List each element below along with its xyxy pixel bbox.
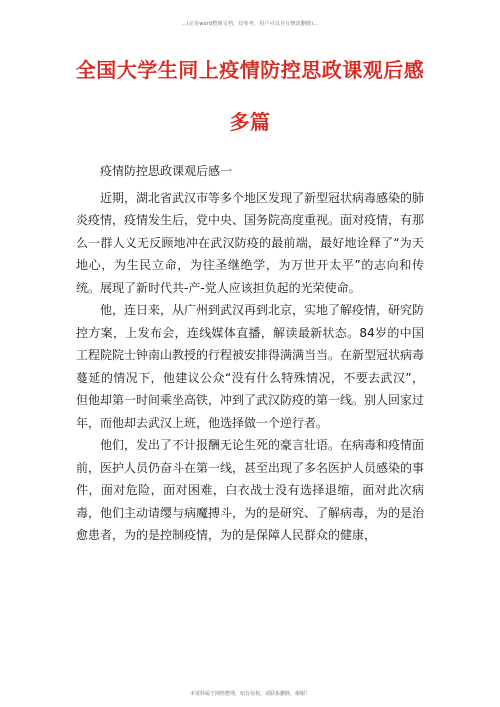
header-note: …(完美word整理文档，仅参考，用户可以自行修改删除)… — [181, 21, 319, 27]
body-paragraph: 他，连日来，从广州到武汉再到北京，实地了解疫情，研究防控方案，上发布会，连线媒体直播，解读最新状态。84岁的中国工程院院士钟南山教授的行程被安排得满满当当。在新型冠状病毒蔓延的情况下，他建议公众“没有什么特殊情况，不要去武汉”，但他却第一时间乘坐高铁，冲到了武汉防疫的第一线。别人回家过年，而他却去武汉上班，他选择做一个逆行者。 — [76, 303, 425, 430]
footer-note: 本资料属于网络整理，如有侵权，请联系删除，谢谢！ — [189, 691, 310, 697]
body-paragraph: 近期，湖北省武汉市等多个地区发现了新型冠状病毒感染的肺炎疫情，疫情发生后，党中央、国务院高度重视。面对疫情，有那么一群人义无反顾地冲在武汉防疫的最前端，最好地诠释了“为天地心，为生民立命，为往圣继绝学，为万世开太平”的志向和传统。展现了新时代共-产-党人应该担负起的光荣使命。 — [76, 190, 425, 295]
document-body — [76, 160, 424, 547]
section-heading: 疫情防控思政课观后感一 — [100, 164, 233, 178]
document-title-continued: 多篇 — [229, 110, 271, 134]
document-title: 全国大学生同上疫情防控思政课观后感 — [75, 58, 425, 82]
body-paragraph: 他们，发出了不计报酬无论生死的豪言壮语。在病毒和疫情面前，医护人员仍奋斗在第一线，甚至出现了多名医护人员感染的事件，面对危险，面对困难，白衣战士没有选择退缩，面对此次病毒，他们主动请缨与病魔搏斗，为的是研究、了解病毒，为的是治愈患者，为的是控制疫情，为的是保障人民群众的健康， — [76, 438, 425, 542]
